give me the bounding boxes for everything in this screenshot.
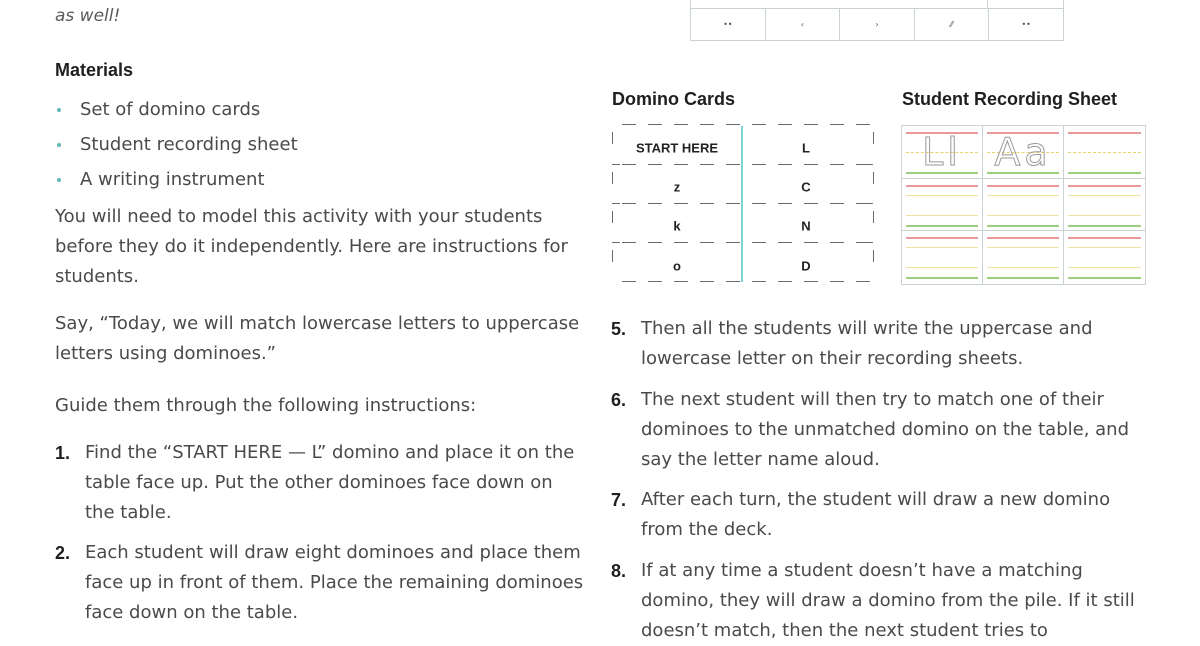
cut-line-dash — [612, 211, 613, 223]
step-item — [611, 314, 1151, 374]
cut-line-dash — [622, 164, 636, 165]
cut-line-dash — [830, 281, 844, 282]
list-item — [55, 162, 298, 197]
cut-line-dash — [648, 164, 662, 165]
step-number: 6. — [611, 390, 627, 410]
domino-label: START HERE — [635, 140, 719, 156]
cut-line-dash — [830, 164, 844, 165]
list-item-label: A writing instrument — [80, 169, 265, 190]
cut-line-dash — [648, 203, 662, 204]
list-item-label: Student recording sheet — [80, 134, 298, 155]
top-table-fragment — [690, 0, 1064, 41]
instruction-paragraph: You will need to model this activity with your students before they do it independently. Here are instructions for students. — [55, 206, 568, 287]
table-cell: ‹ — [766, 9, 841, 40]
cut-line-dash — [804, 164, 818, 165]
bullet-icon — [57, 178, 61, 182]
step-item — [611, 485, 1151, 545]
cut-line-dash — [865, 242, 873, 243]
table-cell: ⁄⁄ — [915, 9, 990, 40]
bullet-icon — [57, 143, 61, 147]
cut-line-dash — [865, 203, 873, 204]
cut-line-dash — [830, 124, 844, 125]
cut-line-dash — [752, 203, 766, 204]
step-text: Then all the students will write the uppercase and lowercase letter on their recording sheets. — [641, 318, 1093, 369]
step-text: Each student will draw eight dominoes and place them face up in front of them. Place the remaining dominoes face down on the table. — [85, 542, 584, 623]
cut-line-dash — [778, 281, 792, 282]
domino-label: C — [801, 179, 811, 195]
domino-cards-heading: Domino Cards — [612, 89, 736, 109]
recording-cell — [902, 231, 983, 284]
recording-cell — [902, 179, 983, 232]
fold-line — [741, 126, 743, 282]
cut-line-dash — [726, 203, 740, 204]
cut-line-dash — [804, 281, 818, 282]
cut-line-dash — [856, 281, 870, 282]
cut-line-dash — [778, 164, 792, 165]
recording-cell — [1064, 231, 1145, 284]
cut-line-dash — [622, 281, 636, 282]
cut-line-dash — [726, 281, 740, 282]
domino-label: N — [801, 218, 811, 234]
recording-cell — [983, 231, 1064, 284]
cut-line-dash — [648, 242, 662, 243]
step-number: 8. — [611, 561, 627, 581]
cut-line-dash — [612, 250, 613, 262]
recording-cell — [902, 126, 983, 179]
step-item — [611, 556, 1151, 646]
cut-line-dash — [752, 281, 766, 282]
cut-line-dash — [612, 203, 620, 204]
cut-line-dash — [612, 132, 613, 144]
cut-line-dash — [700, 124, 714, 125]
domino-label: L — [802, 140, 810, 156]
cut-line-dash — [648, 281, 662, 282]
cut-line-dash — [674, 203, 688, 204]
cut-line-dash — [865, 164, 873, 165]
cut-line-dash — [648, 124, 662, 125]
cut-line-dash — [804, 124, 818, 125]
cut-line-dash — [700, 242, 714, 243]
step-number: 5. — [611, 319, 627, 339]
traced-letters: Ll — [922, 130, 962, 174]
cut-line-dash — [674, 242, 688, 243]
cut-line-dash — [622, 124, 636, 125]
step-text: Find the “START HERE — L” domino and place it on the table face up. Put the other dominoes face down on the table. — [85, 442, 575, 523]
cut-line-dash — [873, 132, 874, 144]
list-item — [55, 92, 298, 127]
guide-paragraph: Guide them through the following instructions: — [55, 395, 477, 416]
cut-line-dash — [674, 124, 688, 125]
step-text: If at any time a student doesn’t have a matching domino, they will draw a domino from the pile. If it still doesn’t match, then the next student tries to — [641, 560, 1135, 641]
cut-line-dash — [873, 211, 874, 223]
materials-heading: Materials — [55, 60, 134, 80]
materials-list — [55, 92, 298, 197]
cut-line-dash — [726, 242, 740, 243]
cut-line-dash — [752, 164, 766, 165]
step-number: 7. — [611, 490, 627, 510]
cut-line-dash — [622, 242, 636, 243]
cut-line-dash — [752, 124, 766, 125]
cut-line-dash — [700, 281, 714, 282]
step-text: After each turn, the student will draw a new domino from the deck. — [641, 489, 1111, 540]
step-item — [55, 538, 585, 628]
recording-cell — [983, 179, 1064, 232]
cut-line-dash — [778, 124, 792, 125]
cut-line-dash — [612, 172, 613, 184]
table-cell: •• — [1021, 20, 1031, 29]
recording-cell — [1064, 126, 1145, 179]
cut-line-dash — [612, 242, 620, 243]
intro-tail-text: as well! — [55, 6, 121, 26]
list-item — [55, 127, 298, 162]
cut-line-dash — [674, 164, 688, 165]
table-cell: •• — [691, 9, 766, 40]
recording-cell — [983, 126, 1064, 179]
cut-line-dash — [752, 242, 766, 243]
recording-sheet-heading: Student Recording Sheet — [902, 89, 1118, 109]
recording-sheet-figure — [901, 125, 1146, 285]
domino-label: k — [673, 218, 681, 234]
say-paragraph: Say, “Today, we will match lowercase letters to uppercase letters using dominoes.” — [55, 313, 580, 364]
cut-line-dash — [612, 164, 620, 165]
recording-cell — [1064, 179, 1145, 232]
cut-line-dash — [622, 203, 636, 204]
step-number: 2. — [55, 543, 71, 563]
cut-line-dash — [830, 203, 844, 204]
domino-label: z — [673, 179, 681, 195]
cut-line-dash — [674, 281, 688, 282]
traced-letters: Aa — [994, 130, 1052, 174]
cut-line-dash — [700, 164, 714, 165]
step-text: The next student will then try to match one of their dominoes to the unmatched domino on the table, and say the letter name aloud. — [641, 389, 1130, 470]
step-item — [611, 385, 1151, 475]
cut-line-dash — [830, 242, 844, 243]
list-item-label: Set of domino cards — [80, 99, 261, 120]
bullet-icon — [57, 108, 61, 112]
domino-label: o — [673, 258, 681, 274]
table-cell: › — [840, 9, 915, 40]
cut-line-dash — [778, 242, 792, 243]
cut-line-dash — [873, 172, 874, 184]
cut-line-dash — [700, 203, 714, 204]
cut-line-dash — [873, 250, 874, 262]
cut-line-dash — [726, 124, 740, 125]
step-item — [55, 438, 585, 528]
cut-line-dash — [804, 203, 818, 204]
domino-cards-figure — [612, 124, 874, 284]
cut-line-dash — [778, 203, 792, 204]
step-number: 1. — [55, 443, 71, 463]
cut-line-dash — [804, 242, 818, 243]
domino-label: D — [801, 258, 811, 274]
cut-line-dash — [856, 124, 870, 125]
cut-line-dash — [726, 164, 740, 165]
